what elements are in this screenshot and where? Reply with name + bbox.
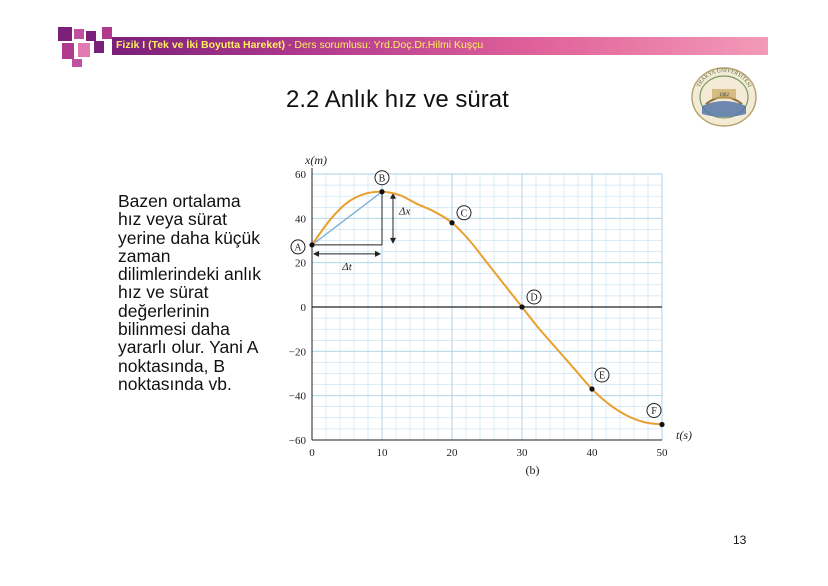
body-line: noktasında, B — [118, 355, 226, 376]
body-text — [118, 192, 278, 393]
y-tick-label: 60 — [295, 169, 306, 181]
body-line: zaman — [118, 245, 171, 266]
x-tick-label: 20 — [446, 447, 458, 459]
body-line: değerlerinin — [118, 300, 210, 321]
y-tick-label: −40 — [288, 390, 306, 403]
y-axis-label: x(m) — [305, 153, 327, 167]
body-line: bilinmesi daha — [118, 319, 230, 340]
delta-t-arrowhead — [313, 251, 319, 257]
data-point-b — [379, 189, 384, 194]
course-title: Fizik I (Tek ve İki Boyutta Hareket) — [116, 39, 286, 51]
slide-title: 2.2 Anlık hız ve sürat — [286, 86, 509, 113]
data-point-d — [519, 304, 524, 309]
position-curve — [312, 192, 662, 425]
chart-caption: (b) — [525, 463, 540, 477]
position-time-graph — [270, 150, 710, 490]
data-point-a — [309, 242, 314, 247]
point-label-f: F — [651, 406, 657, 418]
chart-curve — [312, 192, 662, 425]
data-point-e — [589, 386, 594, 391]
x-tick-label: 50 — [656, 447, 668, 459]
point-label-b: B — [378, 173, 386, 185]
data-point-c — [449, 220, 454, 225]
x-tick-label: 0 — [309, 447, 315, 459]
x-tick-label: 40 — [586, 447, 598, 459]
x-axis-label: t(s) — [676, 428, 692, 442]
y-tick-label: −20 — [288, 346, 306, 359]
delta-t-arrowhead — [375, 251, 381, 257]
header-decoration — [58, 27, 114, 67]
page-number: 13 — [733, 533, 747, 547]
y-tick-label: 0 — [300, 302, 306, 314]
body-line: yararlı olur. Yani A — [118, 337, 259, 358]
delta-x-arrowhead — [390, 238, 396, 244]
point-label-a: A — [294, 242, 302, 254]
body-line: Bazen ortalama — [118, 192, 241, 211]
y-tick-label: 40 — [295, 213, 306, 226]
x-tick-label: 30 — [516, 447, 528, 459]
chart-points — [288, 171, 665, 427]
header-separator: - — [285, 39, 295, 51]
data-point-f — [659, 422, 664, 427]
delta-x-label: Δx — [399, 205, 411, 218]
logo-year: 1982 — [719, 93, 729, 98]
chart-annotations — [312, 192, 410, 273]
logo-text: TRAKYA ÜNİVERSİTESİ — [696, 67, 752, 89]
y-tick-label: 20 — [295, 257, 306, 270]
chart-axes — [312, 168, 662, 440]
instructor-name: Ders sorumlusu: Yrd.Doç.Dr.Hilmi Kuşçu — [294, 39, 484, 51]
body-line: yerine daha küçük — [118, 227, 261, 248]
y-tick-label: −60 — [288, 435, 306, 447]
point-label-e: E — [598, 370, 606, 382]
body-line: hız veya sürat — [118, 209, 227, 230]
point-label-d: D — [530, 292, 538, 304]
header-text — [116, 39, 483, 51]
x-tick-label: 10 — [376, 447, 388, 459]
delta-t-label: Δt — [342, 260, 352, 273]
body-line: noktasında vb. — [118, 373, 232, 394]
university-logo — [690, 66, 758, 133]
body-line: hız ve sürat — [118, 282, 209, 303]
body-line: dilimlerindeki anlık — [118, 264, 261, 285]
point-label-c: C — [460, 208, 468, 220]
